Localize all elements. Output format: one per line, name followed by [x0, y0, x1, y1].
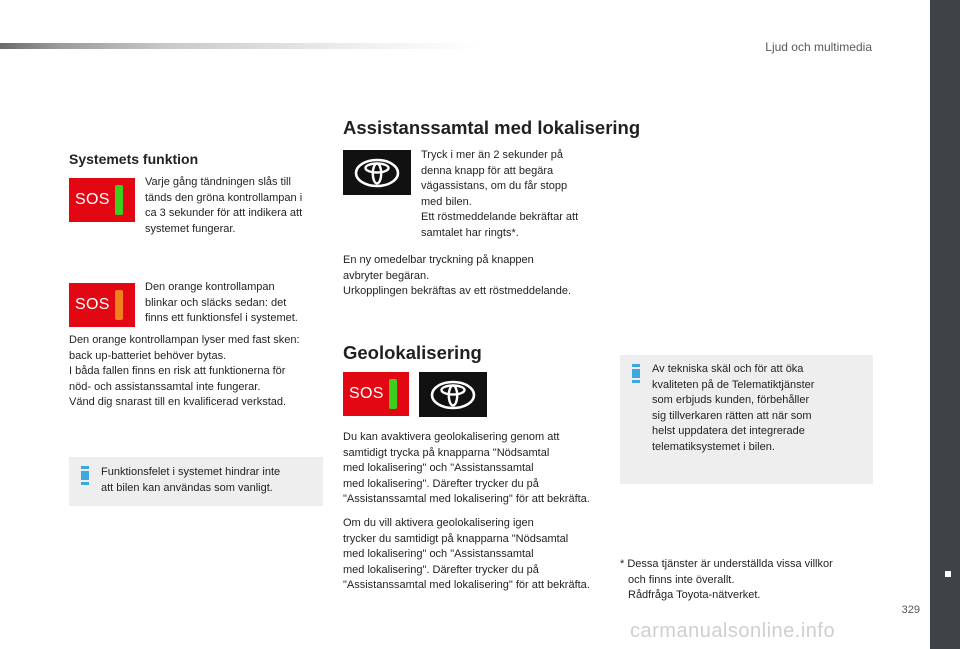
para-deactivate-geo [343, 430, 613, 508]
text-line: avbryter begäran. [343, 269, 430, 282]
text-line: telematiksystemet i bilen. [652, 440, 775, 453]
para-green-led [145, 175, 325, 237]
note-box-telematics [620, 355, 873, 484]
text-line: finns ett funktionsfel i systemet. [145, 312, 298, 324]
text-line: tänds den gröna kontrollampan i [145, 191, 303, 204]
sos-button-geo [343, 372, 409, 416]
para-orange-led [145, 280, 325, 327]
text-line: helst uppdatera det integrerade [652, 425, 805, 437]
info-icon [81, 466, 89, 487]
toyota-logo-icon [354, 158, 400, 188]
text-line: med bilen. [421, 195, 472, 208]
footnote [620, 557, 880, 604]
text-line: samtalet har ringts*. [421, 226, 519, 239]
para-press-button [421, 148, 601, 241]
text-line: Ett röstmeddelande bekräftar att [421, 211, 579, 223]
para-cancel [343, 253, 608, 300]
text-line: och finns inte överallt. [628, 573, 735, 586]
text-line: kvaliteten på de Telematiktjänster [652, 378, 815, 391]
text-line: Vänd dig snarast till en kvalificerad verkstad. [69, 396, 287, 408]
para-fixed-orange [69, 333, 329, 411]
sos-label: SOS [75, 296, 110, 313]
text-line: "Assistanssamtal med lokalisering" för att bekräfta. [343, 493, 590, 505]
text-line: med lokalisering". Därefter trycker du på [343, 477, 539, 490]
assistance-button-geo [419, 372, 487, 417]
text-line: Varje gång tändningen slås till [145, 176, 291, 188]
sos-button-orange-led [69, 283, 135, 327]
info-icon [632, 364, 640, 385]
title-system-function: Systemets funktion [69, 151, 199, 167]
orange-led-icon [115, 290, 123, 320]
text-line: Rådfråga Toyota-nätverket. [628, 589, 761, 601]
toyota-logo-icon [430, 380, 476, 410]
text-line: nöd- och assistanssamtal inte fungerar. [69, 380, 261, 393]
text-line: denna knapp för att begära [421, 164, 554, 177]
watermark: carmanualsonline.info [630, 620, 836, 642]
green-led-icon [389, 379, 397, 409]
text-line: Om du vill aktivera geolokalisering igen [343, 517, 534, 529]
sos-label: SOS [349, 385, 384, 402]
text-line: I båda fallen finns en risk att funktionerna för [69, 365, 286, 377]
assistance-button [343, 150, 411, 195]
text-line: Den orange kontrollampan [145, 281, 275, 293]
text-line: "Assistanssamtal med lokalisering" för att bekräfta. [343, 579, 590, 591]
text-line: back up-batteriet behöver bytas. [69, 349, 227, 362]
note-text [652, 362, 867, 455]
page-number: 329 [901, 604, 920, 616]
sos-label: SOS [75, 191, 110, 208]
text-line: ca 3 sekunder för att indikera att [145, 207, 303, 219]
note-box-malfunction [69, 457, 323, 506]
text-line: med lokalisering". Därefter trycker du på [343, 563, 539, 576]
text-line: Den orange kontrollampan lyser med fast sken: [69, 334, 300, 346]
sos-button-green-led [69, 178, 135, 222]
text-line: En ny omedelbar tryckning på knappen [343, 254, 534, 266]
text-line: med lokalisering" och "Assistanssamtal [343, 462, 534, 474]
text-line: systemet fungerar. [145, 222, 236, 235]
text-line: * Dessa tjänster är underställda vissa villkor [620, 558, 833, 570]
text-line: Du kan avaktivera geolokalisering genom att [343, 431, 560, 443]
title-assistance-call: Assistanssamtal med lokalisering [343, 117, 641, 138]
text-line: vägassistans, om du får stopp [421, 180, 568, 192]
text-line: blinkar och släcks sedan: det [145, 296, 287, 309]
title-geolocation: Geolokalisering [343, 342, 482, 363]
chapter-marker [945, 571, 951, 577]
text-line: samtidigt trycka på knapparna "Nödsamtal [343, 446, 550, 459]
chapter-side-strip [930, 0, 960, 649]
note-text [101, 465, 316, 496]
text-line: Urkopplingen bekräftas av ett röstmeddelande. [343, 285, 572, 297]
green-led-icon [115, 185, 123, 215]
text-line: Av tekniska skäl och för att öka [652, 363, 804, 375]
text-line: med lokalisering" och "Assistanssamtal [343, 548, 534, 560]
para-reactivate-geo [343, 516, 613, 594]
section-header: Ljud och multimedia [765, 40, 872, 54]
text-line: sig tillverkaren rätten att när som [652, 409, 812, 422]
text-line: Funktionsfelet i systemet hindrar inte [101, 466, 281, 478]
text-line: som erbjuds kunden, förbehåller [652, 394, 810, 406]
header-gradient-bar [0, 43, 480, 49]
text-line: att bilen kan användas som vanligt. [101, 481, 273, 494]
text-line: Tryck i mer än 2 sekunder på [421, 149, 564, 161]
text-line: trycker du samtidigt på knapparna "Nödsamtal [343, 532, 569, 545]
